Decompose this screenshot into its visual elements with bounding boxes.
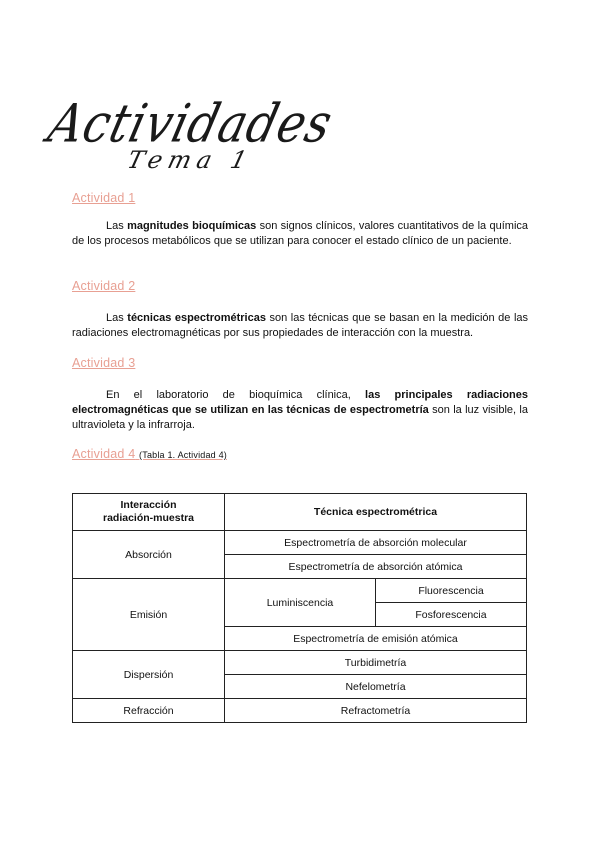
header-technique: Técnica espectrométrica	[225, 494, 527, 531]
activity-2-heading: Actividad 2	[72, 279, 136, 293]
page-title: Actividades	[42, 92, 340, 155]
activity-1-heading: Actividad 1	[72, 191, 136, 205]
activity-4-heading	[72, 447, 227, 461]
text-run: son signos clínicos, valores cuantitativos de la química de los procesos metabólicos que se utilizan para conocer el estado clínico de un paciente.	[72, 220, 529, 247]
table-row	[73, 651, 527, 675]
table-row	[73, 699, 527, 723]
table-row	[73, 531, 527, 555]
cell-emision: Emisión	[73, 579, 225, 651]
text-run: son la luz visible, la ultravioleta y la infrarroja.	[72, 404, 528, 431]
cell-absorcion: Absorción	[73, 531, 225, 579]
cell-refraccion: Refracción	[73, 699, 225, 723]
title-block	[42, 92, 340, 187]
table-row	[73, 579, 527, 603]
text-run-bold: técnicas espectrométricas	[127, 312, 266, 324]
activity-1-text	[72, 219, 528, 249]
cell-fosforescencia: Fosforescencia	[376, 603, 527, 627]
cell-emision-atomica: Espectrometría de emisión atómica	[225, 627, 527, 651]
text-run: Las	[106, 220, 128, 232]
cell-dispersion: Dispersión	[73, 651, 225, 699]
activity-3-heading: Actividad 3	[72, 356, 136, 370]
text-run: Las	[106, 312, 128, 324]
cell-fluorescencia: Fluorescencia	[376, 579, 527, 603]
table-header-row	[73, 494, 527, 531]
activity-2-text	[72, 311, 528, 341]
text-run: son las técnicas que se basan en la medición de las radiaciones electromagnéticas por sus propiedades de interacción con la muestra.	[72, 312, 529, 339]
table-caption: (Tabla 1. Actividad 4)	[139, 450, 227, 460]
header-interaction	[73, 494, 225, 531]
cell-absorcion-molecular: Espectrometría de absorción molecular	[225, 531, 527, 555]
activity-3-text	[72, 388, 528, 433]
header-interaction-text: Interacción radiación-muestra	[102, 499, 195, 524]
cell-absorcion-atomica: Espectrometría de absorción atómica	[225, 555, 527, 579]
cell-nefelometria: Nefelometría	[225, 675, 527, 699]
cell-luminiscencia: Luminiscencia	[225, 579, 376, 627]
techniques-table	[72, 493, 527, 723]
text-run-bold: las principales radiaciones electromagnéticas que se utilizan en las técnicas de espectrometría	[72, 389, 528, 416]
activity-4-heading-text: Actividad 4	[72, 447, 136, 461]
text-run-bold: magnitudes bioquímicas	[127, 220, 257, 232]
cell-turbidimetria: Turbidimetría	[225, 651, 527, 675]
text-run: En el laboratorio de bioquímica clínica,	[106, 389, 366, 401]
page-subtitle: Tema 1	[124, 146, 256, 174]
cell-refractometria: Refractometría	[225, 699, 527, 723]
